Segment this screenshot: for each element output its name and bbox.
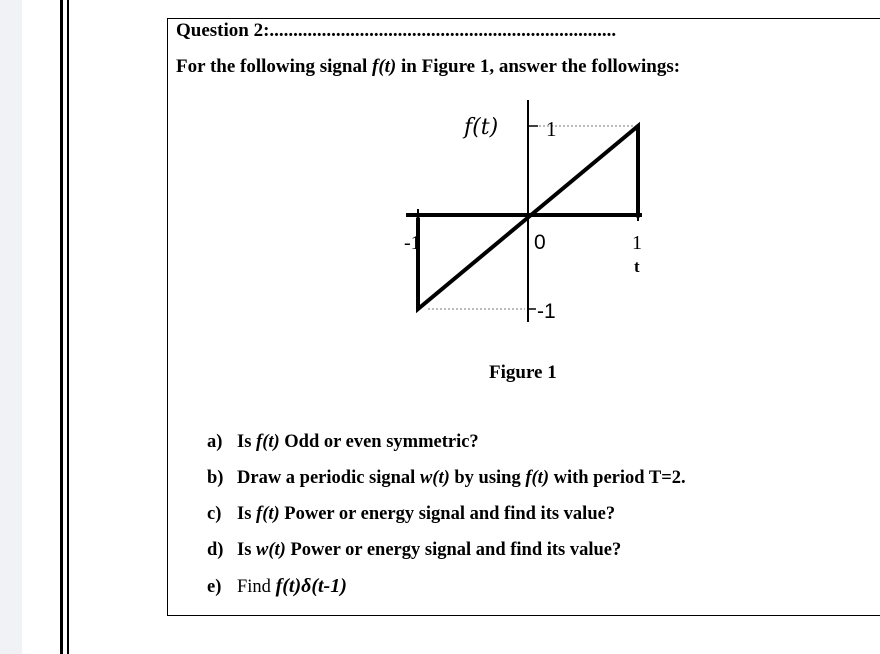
part-text: Power or energy signal and find its value? (285, 540, 622, 560)
question-parts-list (207, 430, 686, 610)
part-text: Is (237, 540, 257, 560)
x-right-label: 1 (632, 232, 642, 254)
y-axis-label: f(t) (464, 115, 499, 140)
part-text: Power or energy signal and find its value? (279, 504, 616, 524)
part-function: f(t) (256, 432, 280, 452)
part-letter: c) (207, 504, 222, 524)
part-letter: a) (207, 432, 223, 452)
part-function: f(t) (525, 468, 549, 488)
question-part (207, 538, 686, 574)
x-left-label: -1 (404, 232, 421, 254)
part-letter: e) (207, 577, 222, 597)
question-intro (176, 56, 680, 78)
question-part (207, 502, 686, 538)
part-function: f(t) (256, 504, 280, 524)
x-axis-name: t (634, 257, 640, 276)
part-function: w(t) (256, 540, 286, 560)
part-function: f(t)δ(t-1) (275, 575, 347, 597)
part-text: Odd or even symmetric? (279, 432, 479, 452)
page-border-line (60, 0, 63, 654)
figure-caption: Figure 1 (489, 362, 557, 383)
signal-figure (390, 92, 670, 332)
page-border-line (67, 0, 69, 654)
intro-suffix: in Figure 1, answer the followings: (396, 56, 681, 77)
part-text: Find (237, 577, 276, 597)
y-bottom-label: -1 (537, 300, 556, 323)
part-letter: d) (207, 540, 224, 560)
x-origin-label: 0 (534, 231, 546, 254)
part-text: Is (237, 504, 257, 524)
question-title: Question 2:......................................................................... (176, 20, 617, 41)
part-text: Is (237, 432, 257, 452)
question-part (207, 466, 686, 502)
intro-prefix: For the following signal (176, 56, 372, 77)
part-text: with period T=2. (548, 468, 686, 488)
part-text: by using (449, 468, 526, 488)
part-letter: b) (207, 468, 224, 488)
question-part (207, 430, 686, 466)
part-text: Draw a periodic signal (237, 468, 420, 488)
intro-function: f(t) (372, 56, 397, 77)
question-part (207, 574, 686, 610)
y-top-label: 1 (546, 117, 557, 141)
part-function: w(t) (419, 468, 450, 488)
left-margin (0, 0, 22, 654)
